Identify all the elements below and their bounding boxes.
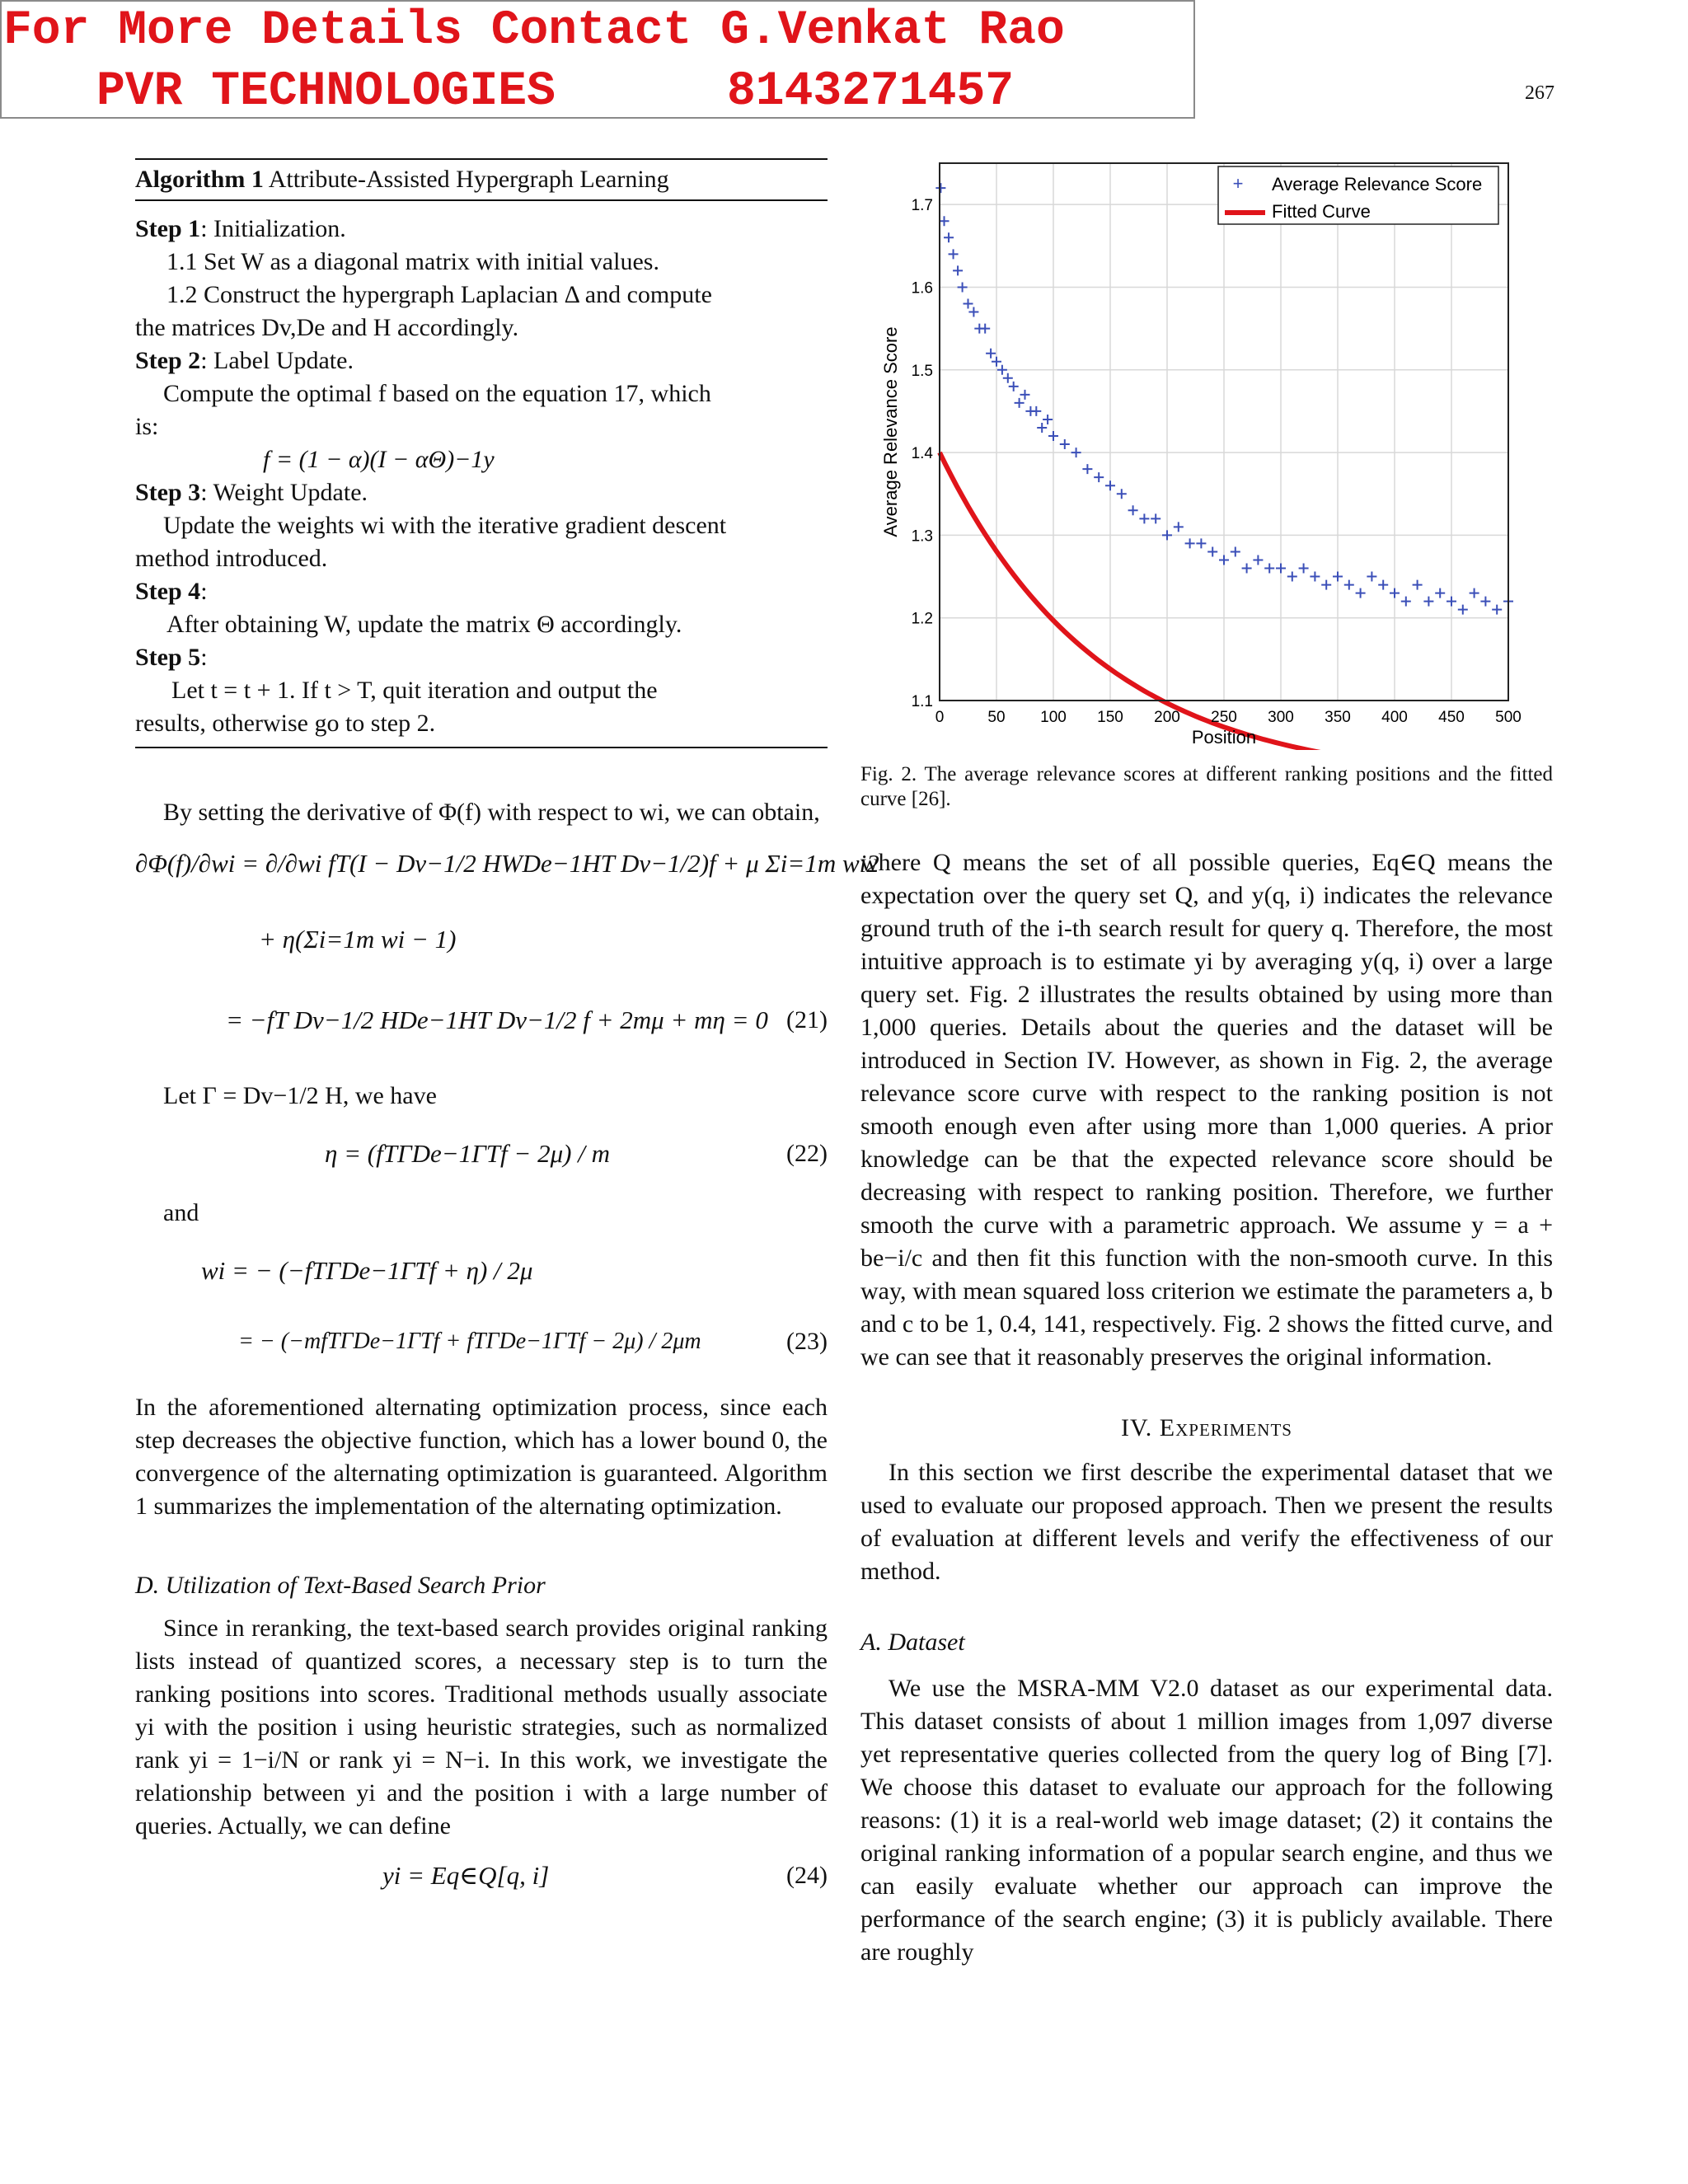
data-point — [1117, 489, 1127, 499]
data-point — [1390, 588, 1400, 598]
x-tick-label: 50 — [987, 709, 1006, 726]
alg-step3: Step 3 — [135, 479, 201, 506]
data-point — [1043, 415, 1053, 424]
data-point — [1413, 580, 1423, 590]
data-point — [1242, 564, 1252, 574]
paragraph-dataset: We use the MSRA-MM V2.0 dataset as our experimental data. This dataset consists of about 1 million images from 1,097 diverse yet representative queries collected from the query log of Bing [7]. We choose this dataset to evaluate our approach for the following reasons: (1) it is a real-world web image dataset; (2) it contains the original ranking information of a popular search engine, and thus we can easily evaluate whether our approach can improve the performance of the search engine; (3) it is publicly available. There are roughly — [860, 1675, 1553, 1966]
paragraph-convergence: In the aforementioned alternating optimization process, since each step decreases the objective function, which has a lower bound 0, the convergence of the alternating optimization is guaranteed. Algorithm 1 summarizes the implementation of the alternating optimization. — [135, 1394, 828, 1520]
alg-line: 1.1 Set W as a diagonal matrix with initial values. — [166, 248, 659, 275]
data-point — [1020, 390, 1030, 400]
alg-line: Compute the optimal f based on the equation 17, which — [163, 380, 711, 407]
data-point — [1128, 505, 1138, 515]
data-point — [986, 349, 996, 359]
figure-2 — [857, 148, 1566, 750]
data-point — [1310, 572, 1320, 582]
x-tick-label: 250 — [1211, 709, 1237, 726]
x-tick-label: 450 — [1438, 709, 1465, 726]
data-point — [1094, 472, 1104, 482]
relevance-chart — [857, 148, 1566, 750]
right-column — [860, 762, 1553, 1969]
x-tick-label: 0 — [935, 709, 945, 726]
paragraph-experiments: In this section we first describe the experimental dataset that we used to evaluate our proposed approach. Then we present the results of evaluation at different levels and verify the effectiveness of our method. — [860, 1459, 1553, 1585]
data-point — [1480, 597, 1490, 607]
legend-series1: Average Relevance Score — [1272, 174, 1483, 194]
data-point — [1378, 580, 1388, 590]
section-a-heading: A. Dataset — [860, 1629, 965, 1656]
data-point — [1031, 406, 1041, 416]
left-column — [135, 158, 879, 1900]
y-tick-label: 1.4 — [911, 445, 933, 463]
data-point — [1009, 382, 1019, 391]
y-tick-label: 1.6 — [911, 279, 933, 298]
data-point — [1470, 588, 1479, 598]
eq21-number: (21) — [786, 1006, 828, 1033]
data-point — [1185, 538, 1195, 548]
data-point — [958, 282, 968, 292]
data-point — [1048, 431, 1058, 441]
y-tick-label: 1.1 — [911, 693, 933, 710]
section-d-heading: D. Utilization of Text-Based Search Prior — [135, 1572, 546, 1599]
data-point — [953, 265, 963, 275]
alg-line: : Initialization. — [200, 215, 346, 242]
y-tick-label: 1.5 — [911, 362, 933, 380]
data-point — [1174, 522, 1184, 532]
page-number: 267 — [1525, 82, 1554, 104]
data-point — [1231, 546, 1240, 556]
data-point — [1105, 480, 1115, 490]
eq23-line2: = − (−mfTΓDe−1ΓTf + fTΓDe−1ΓTf − 2μ) / 2μm — [238, 1329, 701, 1354]
data-point — [997, 365, 1007, 375]
alg-line: : Label Update. — [200, 347, 354, 374]
algorithm-title: Attribute-Assisted Hypergraph Learning — [268, 166, 669, 193]
alg-step1: Step 1 — [135, 215, 201, 242]
data-point — [1401, 597, 1411, 607]
data-point — [964, 299, 973, 309]
data-point — [940, 216, 950, 226]
eq22-number: (22) — [786, 1140, 828, 1167]
data-point — [1299, 564, 1309, 574]
chart-legend — [1218, 166, 1498, 224]
data-point — [1003, 373, 1013, 383]
eq24-number: (24) — [786, 1862, 828, 1889]
eq23-line1: wi = − (−fTΓDe−1ΓTf + η) / 2μ — [201, 1256, 533, 1285]
data-point — [1344, 580, 1354, 590]
algorithm-box — [135, 158, 828, 748]
data-point — [1253, 555, 1263, 565]
alg-line: : — [200, 644, 208, 671]
data-point — [1151, 513, 1160, 523]
data-point — [992, 357, 1001, 367]
y-axis-label: Average Relevance Score — [880, 326, 901, 537]
data-point — [1162, 530, 1172, 540]
paragraph-derivative: By setting the derivative of Φ(f) with respect to wi, we can obtain, — [163, 799, 820, 826]
data-point — [1356, 588, 1366, 598]
alg-line: results, otherwise go to step 2. — [135, 710, 436, 737]
equation-22 — [135, 1121, 828, 1192]
data-point — [1276, 564, 1286, 574]
data-point — [1060, 439, 1070, 449]
alg-line: After obtaining W, update the matrix Θ accordingly. — [166, 611, 682, 638]
eq23-number: (23) — [786, 1328, 828, 1355]
data-point — [1492, 605, 1502, 615]
data-point — [949, 249, 959, 259]
alg-line: : — [200, 578, 208, 605]
equation-23 — [135, 1235, 828, 1391]
data-point — [968, 307, 978, 317]
section-iv-heading: IV. Experiments — [1121, 1414, 1292, 1441]
data-point — [1458, 605, 1468, 615]
data-point — [1447, 597, 1456, 607]
eq22-body: η = (fTΓDe−1ΓTf − 2μ) / m — [325, 1139, 610, 1168]
data-point — [1082, 464, 1092, 474]
contact-banner — [0, 0, 1195, 119]
data-point — [1333, 572, 1343, 582]
banner-company: PVR TECHNOLOGIES — [96, 65, 556, 119]
alg-step5: Step 5 — [135, 644, 201, 671]
data-point — [1264, 564, 1274, 574]
eq21-line2: + η(Σi=1m wi − 1) — [259, 925, 457, 954]
x-tick-label: 100 — [1040, 709, 1067, 726]
alg-line: 1.2 Construct the hypergraph Laplacian Δ and compute — [166, 281, 712, 308]
banner-phone: 8143271457 — [727, 65, 1015, 119]
figure-caption: Fig. 2. The average relevance scores at different ranking positions and the fitted curve [26]. — [860, 763, 1553, 810]
paragraph-text-prior: Since in reranking, the text-based search provides original ranking lists instead of quantized scores, a necessary step is to turn the ranking positions into scores. Traditional methods usually associate yi with the position i using heuristic strategies, such as normalized rank yi = 1−i/N or rank yi = N−i. In this work, we investigate the relationship between yi and the position i with a large number of queries. Actually, we can define — [135, 1615, 828, 1840]
alg-line: the matrices Dv,De and H accordingly. — [135, 314, 519, 341]
x-tick-label: 150 — [1097, 709, 1123, 726]
eq21-line3: = −fT Dv−1/2 HDe−1HT Dv−1/2 f + 2mμ + mη = 0 — [226, 1005, 768, 1034]
data-point — [1037, 423, 1047, 433]
alg-equation: f = (1 − α)(I − αΘ)−1y — [263, 446, 495, 473]
data-point — [1207, 546, 1217, 556]
banner-line1: For More Details Contact G.Venkat Rao — [3, 4, 1065, 58]
axis-ticks — [912, 197, 1522, 726]
y-tick-label: 1.3 — [911, 527, 933, 546]
data-point — [935, 183, 945, 193]
x-tick-label: 200 — [1154, 709, 1180, 726]
algorithm-label: Algorithm 1 — [135, 166, 264, 193]
alg-step2: Step 2 — [135, 347, 201, 374]
data-point — [1015, 398, 1025, 408]
eq21-line1: ∂Φ(f)/∂wi = ∂/∂wi fT(I − Dv−1/2 HWDe−1HT Dv−1/2)f + μ Σi=1m wi2 — [135, 849, 879, 878]
data-point — [1423, 597, 1433, 607]
x-axis-label: Position — [1191, 727, 1257, 748]
data-point — [1071, 448, 1081, 457]
alg-line: Let t = t + 1. If t > T, quit iteration and output the — [171, 677, 658, 704]
data-point — [1367, 572, 1376, 582]
equation-24 — [135, 1859, 828, 1900]
data-point — [1219, 555, 1229, 565]
paragraph-expectation: where Q means the set of all possible queries, Eq∈Q means the expectation over the query set Q, and y(q, i) indicates the relevance ground truth of the i-th search result for query q. Therefore, the most intuitive approach is to estimate yi by averaging y(q, i) over a large query set. Fig. 2 illustrates the results obtained by using more than 1,000 queries. Details about the queries and the dataset will be introduced in Section IV. However, as shown in Fig. 2, the average relevance score curve with respect to the ranking position is not smooth enough even after using more than 1,000 queries. A prior knowledge can be that the expected relevance score should be decreasing with respect to ranking position. Therefore, we further smooth the curve with a parametric approach. We assume y = a + be−i/c and then fit this function with the non-smooth curve. In this way, with mean squared loss criterion we estimate the parameters a, b and c to be 1, 0.4, 141, respectively. Fig. 2 shows the fitted curve, and we can see that it reasonably preserves the original information. — [860, 849, 1553, 1371]
y-tick-label: 1.2 — [911, 610, 933, 628]
data-point — [980, 324, 990, 334]
eq24-body: yi = Eq∈Q[q, i] — [382, 1861, 550, 1890]
alg-step4: Step 4 — [135, 578, 201, 605]
alg-line: method introduced. — [135, 545, 328, 572]
alg-line: is: — [135, 413, 159, 440]
data-point — [1139, 513, 1149, 523]
alg-line: : Weight Update. — [200, 479, 368, 506]
data-point — [944, 232, 954, 242]
legend-plus-icon: + — [1232, 173, 1244, 194]
data-point — [1196, 538, 1206, 548]
x-tick-label: 500 — [1495, 709, 1522, 726]
data-point — [1287, 572, 1297, 582]
y-tick-label: 1.7 — [911, 197, 933, 215]
chart-grid — [940, 163, 1508, 701]
alg-line: Update the weights wi with the iterative gradient descent — [163, 512, 727, 539]
x-tick-label: 350 — [1325, 709, 1351, 726]
x-tick-label: 400 — [1381, 709, 1408, 726]
word-and: and — [163, 1199, 199, 1226]
legend-series2: Fitted Curve — [1272, 201, 1371, 222]
equation-21 — [135, 841, 879, 1080]
x-tick-label: 300 — [1268, 709, 1294, 726]
data-point — [1321, 580, 1331, 590]
data-point — [1435, 588, 1445, 598]
let-gamma: Let Γ = Dv−1/2 H, we have — [163, 1082, 437, 1109]
